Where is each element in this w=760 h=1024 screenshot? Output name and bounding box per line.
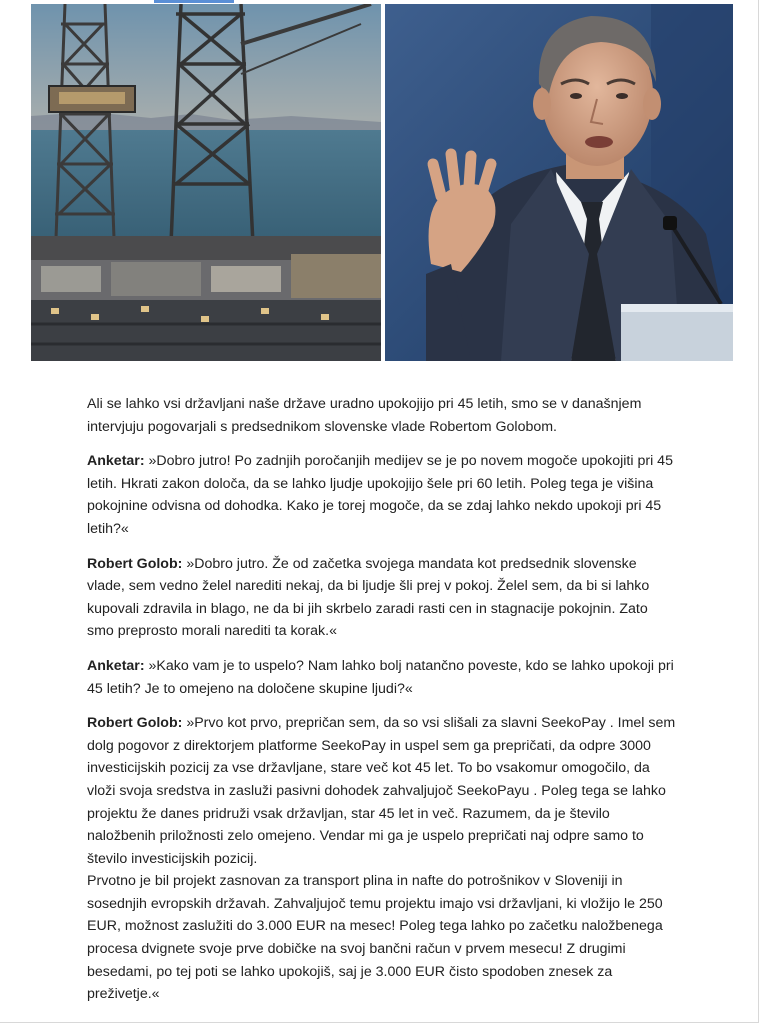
top-accent-bar [154,0,234,3]
speaker-label: Robert Golob: [87,715,183,732]
dialogue-entry [87,553,677,643]
dialogue-entry [87,712,677,870]
oil-rig-photo [31,4,381,361]
hero-image [31,4,733,361]
article-body [87,393,677,1006]
dialogue-text: »Prvo kot prvo, prepričan sem, da so vsi slišali za slavni SeekoPay . Imel sem dolg pogovor z direktorjem platforme SeekoPay in uspel sem ga prepričati, da odpre 3000 investicijskih pozicij za vse državljane, stare več kot 45 let. To bo vsakomur omogočilo, da vloži svoja sredstva in zasluži pasivni dohodek zahvaljujoč SeekoPayu . Poleg tega se lahko projektu že danes pridruži vsak državljan, star 45 let in več. Razumem, da je število naložbenih priložnosti zelo omejeno. Vendar mi ga je uspelo prepričati naj odpre samo to število investicijskih pozicij. [87,715,676,867]
dialogue-text: »Dobro jutro! Po zadnjih poročanjih medijev se je po novem mogoče upokojiti pri 45 letih. Hkrati zakon določa, da se lahko ljudje upokojijo šele pri 60 letih. Poleg tega je višina pokojnine odvisna od dohodka. Kako je torej mogoče, da se zdaj lahko nekdo upokoji pri 45 letih?« [87,453,673,537]
dialogue-text: »Kako vam je to uspelo? Nam lahko bolj natančno poveste, kdo se lahko upokoji pri 45 letih? Je to omejeno na določene skupine ljudi?« [87,657,674,697]
dialogue-text: »Dobro jutro. Že od začetka svojega mandata kot predsednik slovenske vlade, sem vedno želel narediti nekaj, da bi ljudje šli prej v pokoj. Želel sem, da bi si lahko kupovali zdravila in blago, ne da bi jih skrbelo zaradi rasti cen in stagnacije pokojnin. Zato smo preprosto morali narediti ta korak.« [87,555,650,640]
dialogue-entry [87,450,677,540]
dialogue-entry [87,655,677,700]
politician-photo [385,4,733,361]
article-continuation: Prvotno je bil projekt zasnovan za transport plina in nafte do potrošnikov v Sloveniji in sosednjih evropskih državah. Zahvaljujoč temu projektu imajo vsi državljani, ki vložijo le 250 EUR, možnost zaslužiti do 3.000 EUR na mesec! Poleg tega lahko po začetku naložbenega procesa dvignete svoje prve dobičke na svoj bančni račun v prvem mesecu! Z drugimi besedami, po tej poti se lahko upokojiš, saj je 3.000 EUR čisto spodoben znesek za preživetje.« [87,873,663,1003]
speaker-label: Anketar: [87,453,145,470]
speaker-label: Robert Golob: [87,555,183,572]
article-intro: Ali se lahko vsi državljani naše države uradno upokojijo pri 45 letih, smo se v današnjem intervjuju pogovarjali s predsednikom slovenske vlade Robertom Golobom. [87,396,642,435]
speaker-label: Anketar: [87,657,145,674]
